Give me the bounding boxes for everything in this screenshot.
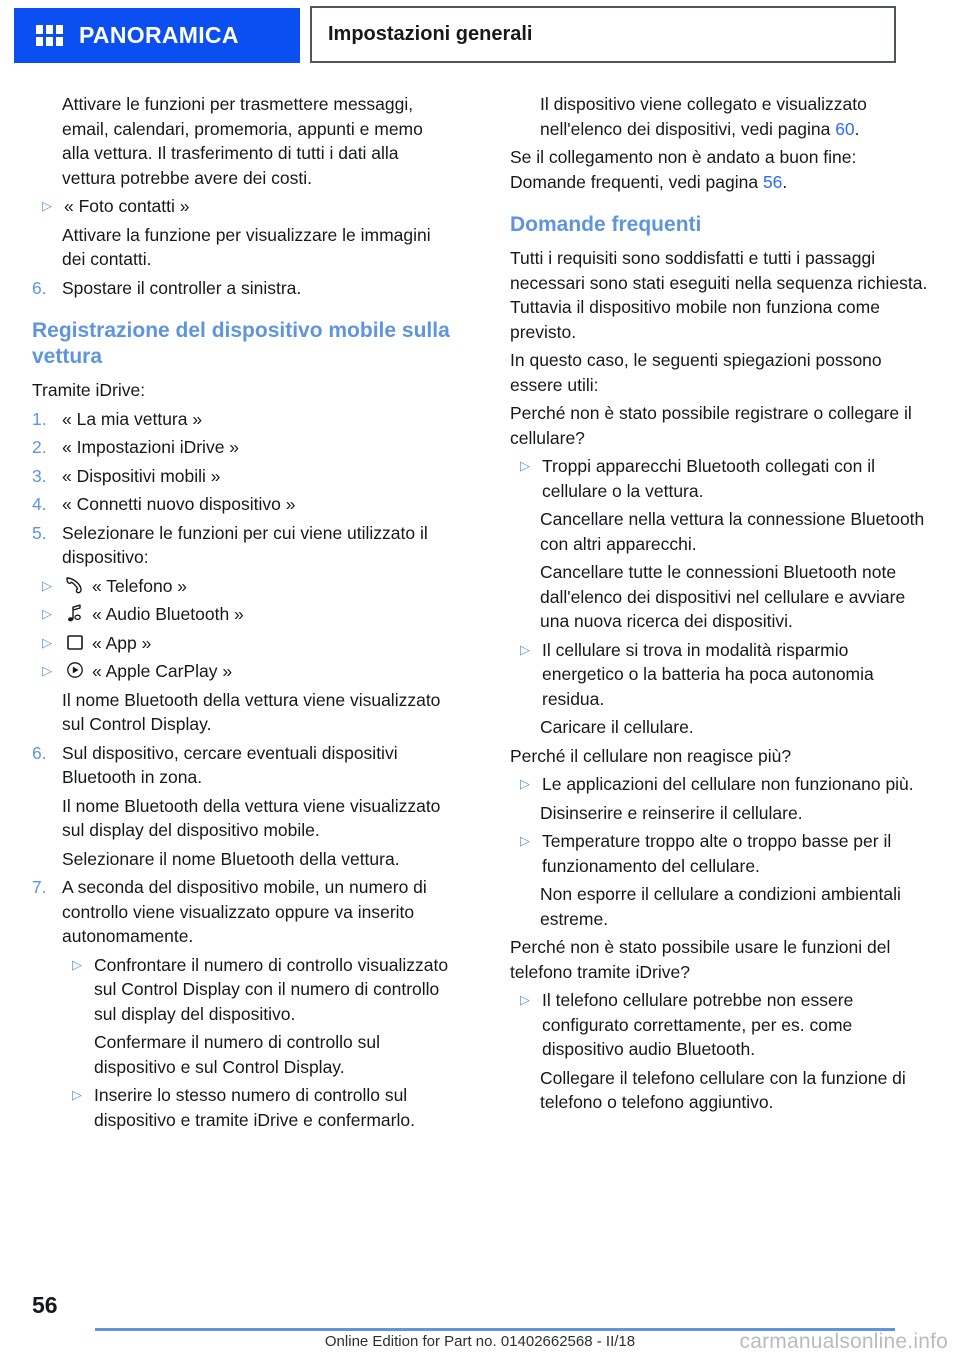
list-number: 6. (32, 277, 47, 298)
list-item-text (64, 659, 450, 684)
triangle-bullet-icon: ▷ (520, 992, 530, 1007)
section-heading: Domande frequenti (510, 213, 702, 236)
bullet-list-item (62, 1083, 450, 1132)
page-reference-link[interactable]: 60 (835, 118, 855, 139)
list-item-text (64, 574, 450, 599)
grid-icon (36, 25, 63, 46)
bullet-list-item (510, 454, 928, 503)
list-item-text: Troppi apparecchi Bluetooth collegati con il cellulare o la vettura. (542, 456, 876, 501)
triangle-bullet-icon: ▷ (520, 641, 530, 657)
breadcrumb (310, 6, 896, 63)
menu-option-label: « Telefono » (92, 575, 188, 596)
paragraph: Cancellare nella vettura la connessione Bluetooth con altri apparecchi. (540, 509, 925, 554)
list-item-text: A seconda del dispositivo mobile, un numero di controllo viene visualizzato oppure va inserito autonomamente. (62, 877, 427, 946)
paragraph: Il nome Bluetooth della vettura viene visualizzato sul display del dispositivo mobile. (62, 795, 441, 840)
watermark: carmanualsonline.info (739, 1330, 948, 1353)
paragraph-with-page-link (510, 145, 928, 194)
list-number: 4. (32, 494, 47, 514)
paragraph-text: Il dispositivo viene collegato e visualizzato nell'elenco dei dispositivi, vedi pagina (540, 94, 867, 139)
page-footer (0, 1288, 960, 1362)
list-item-text: « Impostazioni iDrive » (62, 437, 240, 457)
paragraph: Perché non è stato possibile registrare o collegare il cellulare? (510, 403, 912, 448)
paragraph: Selezionare il nome Bluetooth della vettura. (62, 848, 400, 869)
list-number: 2. (32, 437, 47, 457)
numbered-list-item (32, 276, 450, 301)
list-item-text: « Dispositivi mobili » (62, 465, 221, 486)
list-item-text: Il telefono cellulare potrebbe non essere configurato correttamente, per es. come dispositivo audio Bluetooth. (542, 990, 854, 1059)
carplay-circle-icon (64, 660, 90, 680)
list-number: 5. (32, 522, 47, 543)
menu-option-label: « App » (92, 632, 152, 653)
music-note-icon (64, 603, 90, 623)
list-number: 3. (32, 465, 47, 486)
triangle-bullet-icon: ▷ (42, 663, 52, 678)
list-item-text: Spostare il controller a sinistra. (62, 277, 302, 298)
bullet-list-item (32, 631, 450, 656)
list-number: 6. (32, 742, 47, 763)
phone-handset-icon (64, 575, 90, 595)
list-item-text: Inserire lo stesso numero di controllo sul dispositivo e tramite iDrive e confermarlo. (94, 1085, 415, 1130)
page-reference-link[interactable]: 56 (762, 171, 783, 192)
menu-option-label: « Apple CarPlay » (92, 661, 233, 681)
list-item-text: Sul dispositivo, cercare eventuali dispositivi Bluetooth in zona. (62, 742, 398, 787)
left-column (32, 92, 450, 1136)
numbered-list-item (32, 492, 450, 517)
paragraph: Perché il cellulare non reagisce più? (510, 745, 792, 766)
section-heading: Registrazione del dispositivo mobile sulla vettura (32, 319, 450, 368)
paragraph: In questo caso, le seguenti spiegazioni possono essere utili: (510, 350, 882, 395)
paragraph-text: Se il collegamento non è andato a buon fine: Domande frequenti, vedi pagina (510, 147, 857, 192)
edition-text: Online Edition for Part no. 01402662568 - II/18 (324, 1333, 636, 1350)
bullet-list-item (32, 602, 450, 627)
numbered-list-item (32, 875, 450, 949)
paragraph: Caricare il cellulare. (540, 717, 694, 737)
list-item-text (64, 631, 450, 656)
triangle-bullet-icon: ▷ (42, 198, 52, 213)
numbered-list-item (32, 435, 450, 460)
paragraph: Perché non è stato possibile usare le funzioni del telefono tramite iDrive? (510, 937, 891, 982)
app-square-icon (64, 632, 90, 652)
numbered-list-item (32, 407, 450, 432)
menu-option-label: « Audio Bluetooth » (92, 604, 244, 624)
list-number: 7. (32, 877, 47, 897)
list-item-text (64, 602, 450, 627)
bullet-list-item (510, 638, 928, 712)
bullet-list-item (32, 659, 450, 684)
panoramica-tab-label: PANORAMICA (79, 22, 239, 48)
triangle-bullet-icon: ▷ (520, 458, 530, 473)
paragraph: Non esporre il cellulare a condizioni ambientali estreme. (540, 884, 901, 929)
page-header (0, 0, 960, 70)
triangle-bullet-icon: ▷ (42, 634, 52, 650)
bullet-list-item (510, 988, 928, 1062)
paragraph: Il nome Bluetooth della vettura viene visualizzato sul Control Display. (62, 689, 441, 734)
triangle-bullet-icon: ▷ (42, 606, 52, 621)
bullet-list-item (32, 574, 450, 599)
list-item-text: Confrontare il numero di controllo visualizzato sul Control Display con il numero di controllo sul display del dispositivo. (94, 954, 449, 1024)
paragraph: Disinserire e reinserire il cellulare. (540, 802, 803, 823)
paragraph: Confermare il numero di controllo sul dispositivo e sul Control Display. (94, 1032, 380, 1077)
numbered-list-item (32, 741, 450, 790)
numbered-list-item (32, 464, 450, 489)
list-item-text: « Foto contatti » (64, 196, 190, 216)
numbered-list-item (32, 521, 450, 570)
list-number: 1. (32, 408, 47, 429)
list-item-text: « Connetti nuovo dispositivo » (62, 494, 296, 514)
panoramica-tab[interactable] (14, 8, 300, 63)
paragraph: Tutti i requisiti sono soddisfatti e tutti i passaggi necessari sono stati eseguiti nella sequenza richiesta. Tuttavia il dispositivo mobile non funziona come previsto. (510, 248, 928, 342)
bullet-list-item (32, 194, 450, 219)
triangle-bullet-icon: ▷ (72, 1087, 82, 1102)
triangle-bullet-icon: ▷ (520, 833, 530, 848)
bullet-list-item (510, 772, 928, 797)
page-number: 56 (32, 1292, 58, 1318)
bullet-list-item (62, 953, 450, 1027)
paragraph: Collegare il telefono cellulare con la funzione di telefono o telefono aggiuntivo. (540, 1067, 906, 1112)
list-item-text: Temperature troppo alte o troppo basse per il funzionamento del cellulare. (542, 831, 892, 876)
right-column (510, 92, 928, 1136)
paragraph-text-tail: . (854, 118, 860, 139)
paragraph: Attivare le funzioni per trasmettere messaggi, email, calendari, promemoria, appunti e memo alla vettura. Il trasferimento di tutti i dati alla vettura potrebbe avere dei costi. (62, 94, 423, 188)
paragraph: Attivare la funzione per visualizzare le immagini dei contatti. (62, 224, 431, 269)
paragraph: Tramite iDrive: (32, 380, 146, 400)
list-item-text: Le applicazioni del cellulare non funzionano più. (542, 774, 914, 794)
page-title: Impostazioni generali (328, 23, 533, 45)
triangle-bullet-icon: ▷ (520, 776, 530, 791)
list-item-text: Selezionare le funzioni per cui viene utilizzato il dispositivo: (62, 522, 428, 567)
paragraph-with-page-link (540, 92, 928, 141)
list-item-text: « La mia vettura » (62, 408, 203, 429)
triangle-bullet-icon: ▷ (72, 956, 82, 972)
triangle-bullet-icon: ▷ (42, 577, 52, 593)
content-columns (0, 92, 960, 1136)
bullet-list-item (510, 829, 928, 878)
paragraph-text-tail: . (782, 171, 788, 192)
list-item-text: Il cellulare si trova in modalità risparmio energetico o la batteria ha poca autonomia residua. (542, 639, 874, 709)
paragraph: Cancellare tutte le connessioni Bluetooth note dall'elenco dei dispositivi nel cellulare e avviare una nuova ricerca dei dispositivi. (540, 562, 906, 631)
